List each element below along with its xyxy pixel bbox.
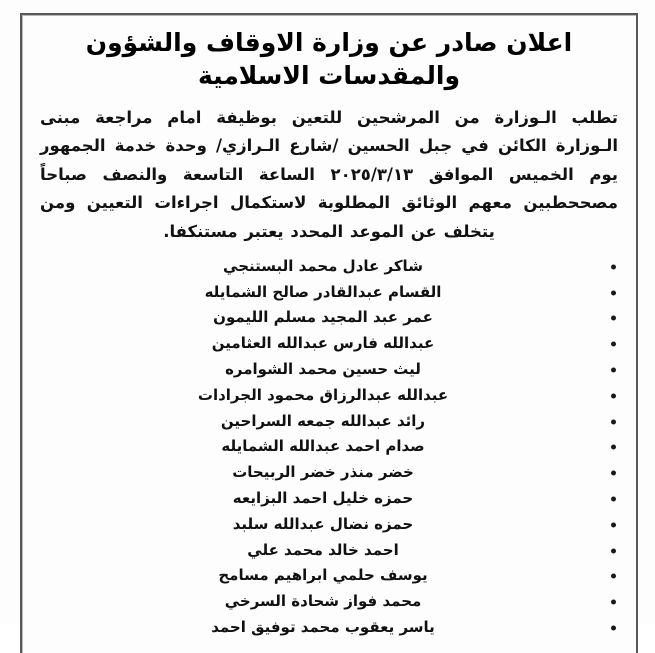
bullet-icon [611, 496, 616, 501]
list-item [52, 331, 620, 357]
list-item [52, 460, 620, 486]
bullet-icon [611, 367, 616, 372]
candidate-name: عبدالله عبدالرزاق محمود الجرادات [197, 385, 449, 404]
bullet-icon [611, 522, 616, 527]
notice-frame [20, 13, 638, 653]
bullet-icon [611, 342, 616, 347]
list-item [52, 409, 620, 435]
list-item [52, 589, 620, 615]
candidate-name: عمر عبد المجيد مسلم الليمون [213, 308, 433, 327]
list-item [52, 563, 620, 589]
candidate-name: محمد فواز شحادة السرخي [224, 592, 422, 611]
candidate-name: ياسر يعقوب محمد توفيق احمد [211, 618, 435, 637]
notice-body-paragraph: تطلب الـوزارة من المرشحين للتعين بوظيفة امام مراجعة مبنى الـوزارة الكائن في جبل الحسين /شارع الـرازي/ وحدة خدمة الجمهور يوم الخميس الموافق ٢٠٢٥/٣/١٣ الساعة التاسعة والنصف صباحاً مصححطبين معهم الوثائق المطلوبة لاستكمال اجراءات التعيين ومن يتخلف عن الموعد المحدد يعتبر مستنكفا. [40, 108, 618, 241]
bullet-icon [611, 574, 616, 579]
bullet-icon [611, 316, 616, 321]
candidate-name: صدام احمد عبدالله الشمايله [221, 437, 425, 456]
list-item [52, 357, 620, 383]
candidate-name: القسام عبدالقادر صالح الشمايله [204, 282, 442, 301]
candidate-name: عبدالله فارس عبدالله العثامين [211, 334, 435, 353]
candidate-name: يوسف حلمي ابراهيم مسامح [218, 566, 428, 585]
bullet-icon [611, 290, 616, 295]
list-item [52, 280, 620, 306]
candidate-name: احمد خالد محمد علي [247, 540, 399, 559]
candidate-name: حمزه خليل احمد البزايعه [232, 489, 414, 508]
candidate-names-list [38, 254, 620, 641]
candidate-name: رائد عبدالله جمعه السراحين [220, 411, 426, 430]
bullet-icon [611, 548, 616, 553]
notice-title: اعلان صادر عن وزارة الاوقاف والشؤون والمقدسات الاسلامية [85, 28, 573, 90]
list-item [52, 383, 620, 409]
bullet-icon [611, 264, 616, 269]
candidate-name: خضر منذر خضر الربيحات [232, 463, 414, 482]
bullet-icon [611, 471, 616, 476]
bullet-icon [611, 445, 616, 450]
list-item [52, 538, 620, 564]
bullet-icon [611, 393, 616, 398]
list-item [52, 254, 620, 280]
list-item [52, 615, 620, 641]
list-item [52, 305, 620, 331]
candidate-name: ليث حسين محمد الشوامره [225, 360, 421, 379]
notice-content [22, 15, 636, 641]
list-item [52, 512, 620, 538]
candidate-name: حمزه نضال عبدالله سلبد [232, 514, 414, 533]
candidate-name: شاكر عادل محمد البستنجي [223, 256, 423, 275]
bullet-icon [611, 419, 616, 424]
bullet-icon [611, 600, 616, 605]
list-item [52, 486, 620, 512]
list-item [52, 434, 620, 460]
bullet-icon [611, 625, 616, 630]
